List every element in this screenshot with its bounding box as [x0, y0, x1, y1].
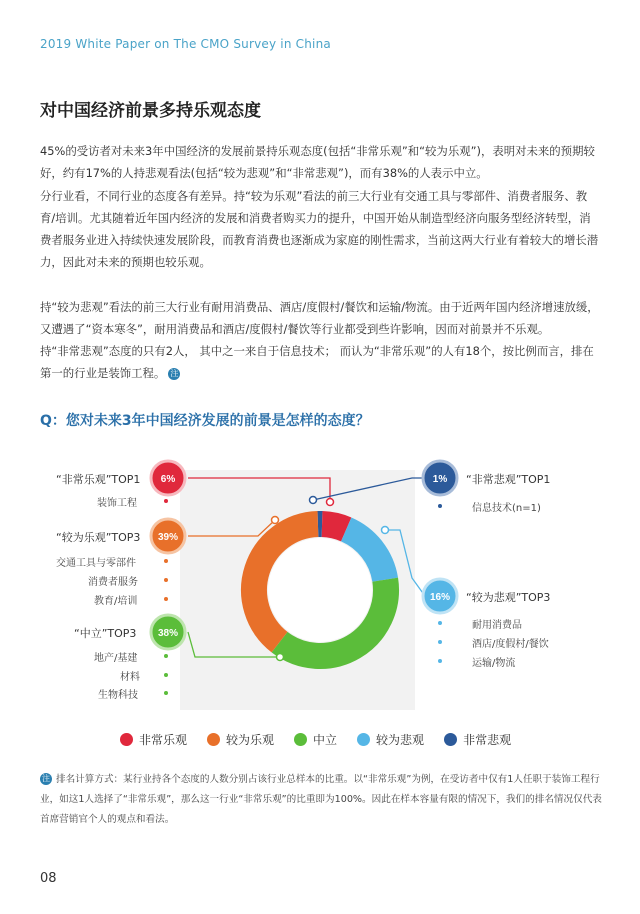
- donut-hole: [268, 538, 372, 642]
- legend-label: 较为乐观: [226, 733, 275, 747]
- callout-neutral-item-1: 地产/基建: [94, 653, 138, 664]
- callout-optimistic-label: “较为乐观”TOP3: [56, 531, 141, 544]
- legend-item-very-pessimistic: [444, 731, 511, 748]
- page-number: 08: [40, 871, 57, 886]
- badge-label-very-optimistic: 6%: [160, 474, 176, 485]
- callout-very-optimistic-label: “非常乐观”TOP1: [56, 473, 141, 486]
- bullet-pessimistic-1: [438, 621, 442, 625]
- badge-label-pessimistic: 16%: [429, 592, 451, 603]
- callout-very-pessimistic-item-1: 信息技术(n=1): [472, 503, 541, 514]
- badge-label-very-pessimistic: 1%: [432, 474, 448, 485]
- bullet-neutral-2: [164, 673, 168, 677]
- donut-ring: [254, 524, 386, 656]
- section-title: 对中国经济前景多持乐观态度: [40, 101, 261, 121]
- legend-item-pessimistic: [357, 731, 424, 748]
- note-icon: 注: [170, 368, 179, 378]
- legend-swatch: [294, 733, 307, 746]
- bullet-neutral-3: [164, 691, 168, 695]
- callout-pessimistic-label: “较为悲观”TOP3: [466, 591, 551, 604]
- callout-very-pessimistic-label: “非常悲观”TOP1: [466, 473, 551, 486]
- connector-optimistic: [188, 520, 275, 536]
- callout-pessimistic-item-2: 酒店/度假村/餐饮: [472, 639, 549, 650]
- bullet-optimistic-1: [164, 559, 168, 563]
- callout-pessimistic-item-1: 耐用消费品: [472, 620, 522, 631]
- legend-label: 中立: [313, 733, 338, 747]
- badge-label-optimistic: 39%: [157, 532, 179, 543]
- legend-label: 较为悲观: [376, 733, 425, 747]
- donut-slice-very-optimistic: [322, 524, 346, 529]
- legend-swatch: [120, 733, 133, 746]
- bullet-pessimistic-2: [438, 640, 442, 644]
- paragraph-1: 45%的受访者对未来3年中国经济的发展前景持乐观态度(包括“非常乐观”和“较为乐观”)，表明对未来的预期较好，约有17%的人持悲观看法(包括“较为悲观”和“非常悲观”)，而有38%的人表示中立。: [40, 144, 595, 180]
- legend-swatch: [357, 733, 370, 746]
- callout-neutral-item-3: 生物科技: [98, 690, 138, 701]
- bullet-very-pessimistic-1: [438, 504, 442, 508]
- paragraph-3: 持“较为悲观”看法的前三大行业有耐用消费品、酒店/度假村/餐饮和运输/物流。由于近两年国内经济增速放缓，又遭遇了“资本寒冬”，耐用消费品和酒店/度假村/餐饮等行业都受到些许影响，因而对前景并不乐观。: [40, 300, 599, 336]
- endpoint-very-optimistic: [327, 499, 334, 506]
- bullet-optimistic-2: [164, 578, 168, 582]
- paragraph-4-text: 持“非常悲观”态度的只有2人， 其中之一来自于信息技术； 而认为“非常乐观”的人有18个，按比例而言，排在第一的行业是装饰工程。: [40, 344, 594, 380]
- footnote-icon: 注: [42, 774, 50, 783]
- endpoint-neutral: [277, 654, 284, 661]
- bullet-very-optimistic-1: [164, 499, 168, 503]
- footnote: [40, 770, 605, 830]
- callout-optimistic-item-3: 教育/培训: [94, 596, 138, 607]
- legend-swatch: [444, 733, 457, 746]
- endpoint-very-pessimistic: [310, 497, 317, 504]
- legend-label: 非常悲观: [463, 733, 512, 747]
- paragraph-2: 分行业看，不同行业的态度各有差异。持“较为乐观”看法的前三大行业有交通工具与零部件、消费者服务、教育/培训。尤其随着近年国内经济的发展和消费者购买力的提升，中国开始从制造型经济向服务型经济转型，消费者服务业进入持续快速发展阶段，而教育消费也逐渐成为家庭的刚性需求，当前这两大行业有着较大的增长潜力，因此对未来的预期也较乐观。: [40, 189, 599, 269]
- legend-item-very-optimistic: [120, 731, 187, 748]
- legend-item-optimistic: [207, 731, 274, 748]
- question-title: Q：您对未来3年中国经济发展的前景是怎样的态度？: [40, 413, 370, 429]
- connector-very-optimistic: [188, 478, 330, 502]
- callout-optimistic-item-2: 消费者服务: [88, 577, 138, 588]
- bullet-neutral-1: [164, 654, 168, 658]
- running-header: 2019 White Paper on The CMO Survey in China: [40, 37, 331, 51]
- callout-optimistic-item-1: 交通工具与零部件: [56, 558, 136, 569]
- legend-swatch: [207, 733, 220, 746]
- legend-label: 非常乐观: [139, 733, 188, 747]
- bullet-optimistic-3: [164, 597, 168, 601]
- endpoint-optimistic: [272, 517, 279, 524]
- badge-label-neutral: 38%: [157, 628, 179, 639]
- chart-legend: [120, 731, 511, 748]
- footnote-text: 排名计算方式：某行业持各个态度的人数分别占该行业总样本的比重。以“非常乐观”为例，在受访者中仅有1人任职于装饰工程行业，如这1人选择了“非常乐观”，那么这一行业“非常乐观”的比重即为100%。因此在样本容量有限的情况下，我们的排名情况仅代表首席营销官个人的观点和看法。: [40, 774, 602, 825]
- bullet-pessimistic-3: [438, 659, 442, 663]
- callout-neutral-label: “中立”TOP3: [74, 627, 137, 640]
- endpoint-pessimistic: [382, 527, 389, 534]
- legend-item-neutral: [294, 731, 337, 748]
- callout-neutral-item-2: 材料: [120, 672, 140, 683]
- callout-very-optimistic-item-1: 装饰工程: [97, 498, 137, 509]
- callout-pessimistic-item-3: 运输/物流: [472, 658, 516, 669]
